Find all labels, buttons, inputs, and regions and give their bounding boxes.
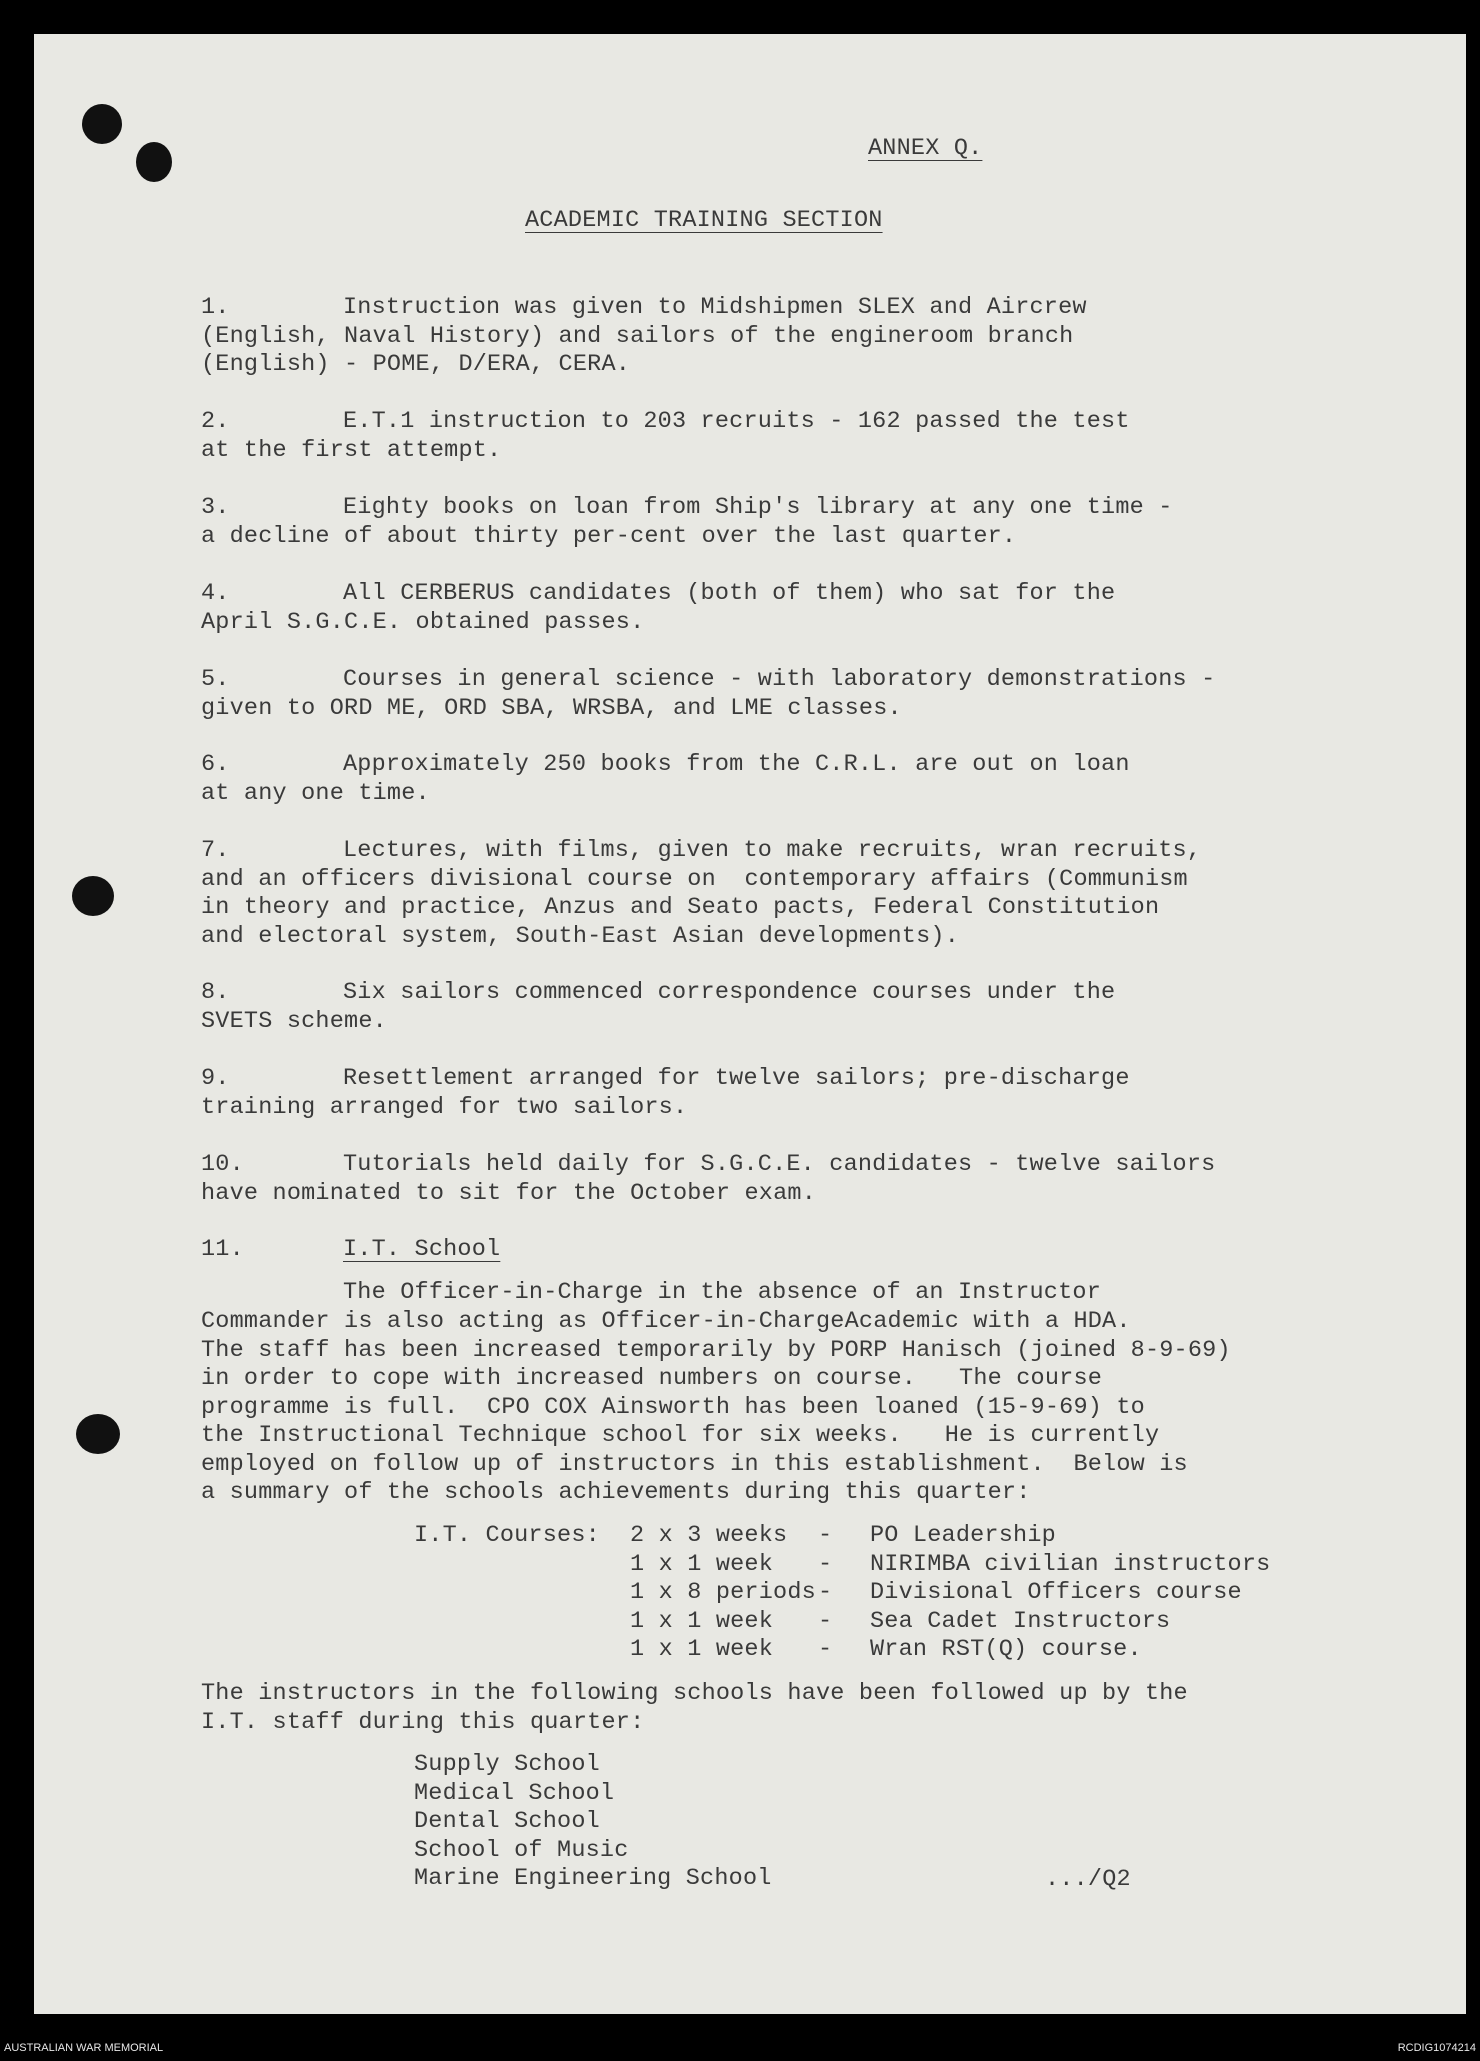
paragraph-number: 10. [201,1151,244,1178]
course-quantity: 2 x 3 weeks [630,1522,788,1549]
paragraph-line: at the first attempt. [201,436,502,464]
courses-label: I.T. Courses: [414,1522,600,1549]
paragraph-number: 2. [201,408,230,435]
annex-label: ANNEX Q. [868,135,983,162]
paragraph-first-line: Courses in general science - with laboratory demonstrations - [343,666,1216,693]
section-title: ACADEMIC TRAINING SECTION [525,207,883,234]
paragraph-first-line: Approximately 250 books from the C.R.L. are out on loan [343,751,1130,778]
paragraph-number: 6. [201,751,230,778]
course-description: Sea Cadet Instructors [870,1607,1171,1635]
paragraph-number: 9. [201,1065,230,1092]
course-description: PO Leadership [870,1522,1056,1549]
school-item: Medical School [414,1779,615,1807]
school-item: School of Music [414,1836,629,1864]
course-separator: - [818,1607,833,1635]
course-quantity: 1 x 8 periods [630,1579,816,1606]
school-item: Dental School [414,1808,600,1835]
section-line: a summary of the schools achievements during this quarter: [201,1479,1031,1506]
section-line: employed on follow up of instructors in this establishment. Below is [201,1450,1188,1478]
paragraph-first-line: Resettlement arranged for twelve sailors; pre-discharge [343,1065,1130,1092]
school-item: Supply School [414,1751,600,1778]
punch-hole [136,142,172,182]
paragraph-first-line: Lectures, with films, given to make recruits, wran recruits, [343,837,1202,864]
paragraph-line: at any one time. [201,779,430,807]
paragraph-number: 7. [201,837,230,864]
paragraph-line: given to ORD ME, ORD SBA, WRSBA, and LME classes. [201,694,902,722]
paragraph-first-line: E.T.1 instruction to 203 recruits - 162 passed the test [343,408,1130,435]
paragraph-line: and electoral system, South-East Asian developments). [201,922,960,950]
paragraph-number: 1. [201,294,230,321]
course-quantity: 1 x 1 week [630,1607,774,1635]
paragraph-line: and an officers divisional course on contemporary affairs (Communism [201,865,1188,893]
paragraph-number: 5. [201,666,230,693]
paragraph-number: 8. [201,979,230,1006]
paragraph-line: in theory and practice, Anzus and Seato pacts, Federal Constitution [201,894,1160,921]
course-quantity: 1 x 1 week [630,1550,774,1578]
footer-left: AUSTRALIAN WAR MEMORIAL [4,2042,164,2054]
paragraph-line: SVETS scheme. [201,1007,387,1035]
paragraph-first-line: Instruction was given to Midshipmen SLEX and Aircrew [343,294,1087,321]
punch-hole [72,876,114,916]
course-separator: - [818,1550,833,1578]
section-heading: I.T. School [343,1236,501,1263]
paragraph-line: training arranged for two sailors. [201,1093,688,1121]
footer-right: RCDIG1074214 [1397,2042,1476,2054]
course-separator: - [818,1636,833,1663]
course-description: NIRIMBA civilian instructors [870,1550,1271,1578]
punch-hole [82,104,122,144]
school-item: Marine Engineering School [414,1865,772,1892]
section-first-line: The Officer-in-Charge in the absence of an Instructor [343,1279,1102,1306]
section-line: in order to cope with increased numbers on course. The course [201,1365,1103,1392]
paragraph-number: 4. [201,580,230,607]
section-line: Commander is also acting as Officer-in-ChargeAcademic with a HDA. [201,1308,1131,1335]
paragraph-line: a decline of about thirty per-cent over the last quarter. [201,522,1017,550]
course-description: Wran RST(Q) course. [870,1636,1142,1663]
followed-up-line: The instructors in the following schools have been followed up by the [201,1680,1188,1707]
paragraph-line: April S.G.C.E. obtained passes. [201,608,645,636]
paragraph-line: have nominated to sit for the October exam. [201,1179,816,1207]
course-separator: - [818,1522,833,1549]
continuation-mark: .../Q2 [1045,1866,1131,1893]
paragraph-first-line: Six sailors commenced correspondence courses under the [343,979,1116,1006]
paragraph-line: (English, Naval History) and sailors of the engineroom branch [201,322,1074,350]
paragraph-first-line: All CERBERUS candidates (both of them) who sat for the [343,580,1116,607]
paragraph-first-line: Eighty books on loan from Ship's library at any one time - [343,494,1173,521]
course-quantity: 1 x 1 week [630,1636,774,1663]
course-separator: - [818,1579,833,1606]
paragraph-line: (English) - POME, D/ERA, CERA. [201,351,631,378]
course-description: Divisional Officers course [870,1579,1242,1606]
section-line: programme is full. CPO COX Ainsworth has been loaned (15-9-69) to [201,1393,1145,1421]
section-line: The staff has been increased temporarily by PORP Hanisch (joined 8-9-69) [201,1336,1231,1364]
paragraph-number: 3. [201,494,230,521]
section-number: 11. [201,1236,244,1263]
paragraph-first-line: Tutorials held daily for S.G.C.E. candidates - twelve sailors [343,1151,1216,1178]
followed-up-line: I.T. staff during this quarter: [201,1708,645,1736]
punch-hole [76,1414,120,1454]
section-line: the Instructional Technique school for six weeks. He is currently [201,1422,1160,1449]
